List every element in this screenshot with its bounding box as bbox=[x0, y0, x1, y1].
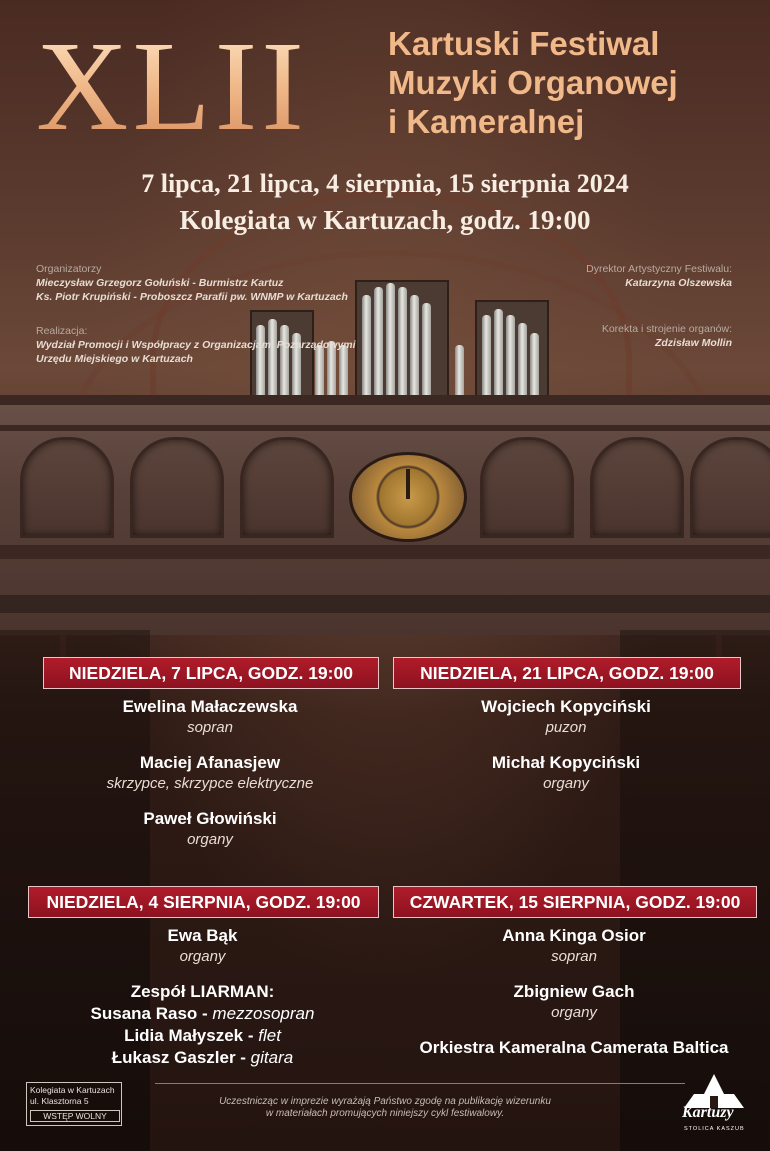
festival-title: Kartuski Festiwal Muzyki Organowej i Kameralnej bbox=[388, 25, 678, 140]
concert-2-heading: NIEDZIELA, 21 LIPCA, GODZ. 19:00 bbox=[393, 657, 741, 689]
footer-divider bbox=[155, 1083, 685, 1084]
concert-3-heading: NIEDZIELA, 4 SIERPNIA, GODZ. 19:00 bbox=[28, 886, 379, 918]
director-block: Dyrektor Artystyczny Festiwalu: Katarzyna Olszewska bbox=[586, 263, 732, 289]
dates-line: 7 lipca, 21 lipca, 4 sierpnia, 15 sierpnia 2024 bbox=[141, 169, 629, 198]
concert-2-lineup: Wojciech Kopyciński puzon Michał Kopyciński organy bbox=[481, 697, 651, 792]
consent-notice: Uczestnicząc w imprezie wyrażają Państwo zgodę na publikację wizerunku w materiałach promujących niniejszy cykl festiwalowy. bbox=[219, 1096, 551, 1119]
concert-4-lineup: Anna Kinga Osior sopran Zbigniew Gach organy Orkiestra Kameralna Camerata Baltica bbox=[419, 926, 729, 1057]
concert-4-heading: CZWARTEK, 15 SIERPNIA, GODZ. 19:00 bbox=[393, 886, 757, 918]
tuning-block: Korekta i strojenie organów: Zdzisław Mollin bbox=[601, 323, 732, 349]
realization-block: Realizacja: Wydział Promocji i Współpracy z Organizacjami Pozarządowymi Urzędu Miejskiego w Kartuzach bbox=[36, 325, 356, 365]
edition-number: XLII bbox=[36, 15, 308, 157]
concert-1-lineup: Ewelina Małaczewska sopran Maciej Afanasjew skrzypce, skrzypce elektryczne Paweł Głowiński organy bbox=[106, 697, 314, 848]
venue-address-box: Kolegiata w Kartuzach ul. Klasztorna 5 WSTĘP WOLNY bbox=[26, 1082, 122, 1126]
kartuzy-logo: Kartuzy STOLICA KASZUB bbox=[676, 1072, 752, 1136]
concert-1-heading: NIEDZIELA, 7 LIPCA, GODZ. 19:00 bbox=[43, 657, 379, 689]
organizers-block: Organizatorzy Mieczysław Grzegorz Gołuński - Burmistrz Kartuz Ks. Piotr Krupiński - Proboszcz Parafii pw. WNMP w Kartuzach bbox=[36, 263, 348, 303]
venue-line: Kolegiata w Kartuzach, godz. 19:00 bbox=[179, 205, 591, 235]
organ-clock bbox=[349, 452, 467, 542]
concert-3-lineup: Ewa Bąk organy Zespół LIARMAN: Susana Raso - mezzosopran Lidia Małyszek - flet Łukasz Gaszler - gitara bbox=[90, 926, 315, 1067]
free-entry-label: WSTĘP WOLNY bbox=[30, 1110, 120, 1122]
